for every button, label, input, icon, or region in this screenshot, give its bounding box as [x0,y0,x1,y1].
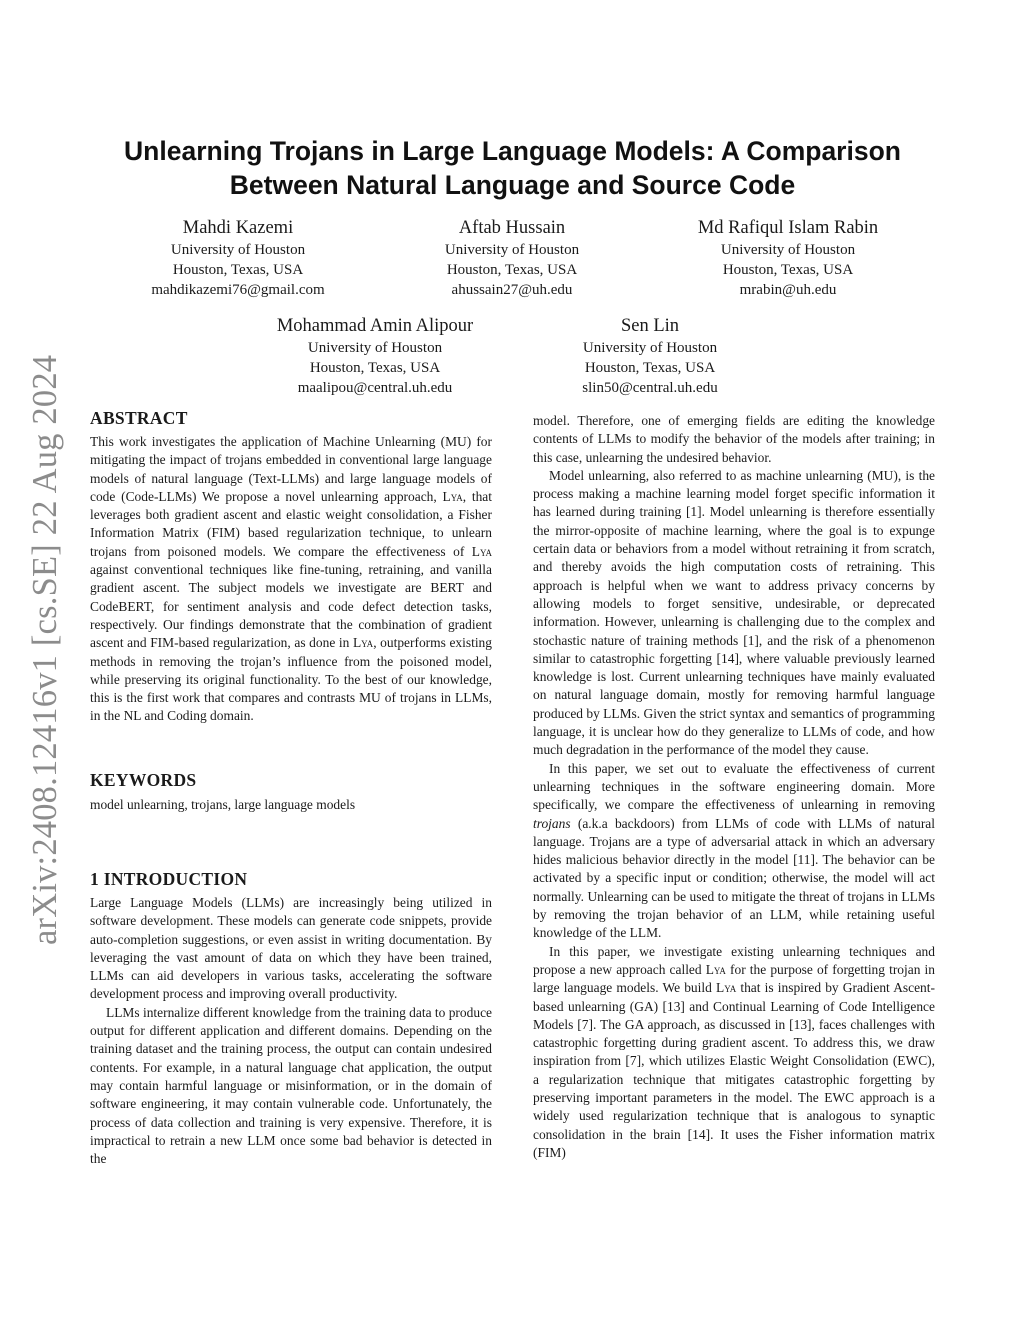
paragraph: model. Therefore, one of emerging fields are editing the knowledge contents of LLMs to modify the behavior of the models after training; in this case, unlearning the undesired behavior. [533,413,935,465]
paragraph: LLMs internalize different knowledge from the training data to produce output for different application and different domains. Depending on the training dataset and the training process, the output can contain undesired contents. For example, in a natural language chat application, the output may contain harmful language or misinformation, or in the domain of software engineering, it may contain vulnerable code. Unfortunately, the process of data collection and training is very expensive. Therefore, it is impractical to retrain a new LLM once some bad behavior is detected in the [90,1004,492,1167]
title-line-2: Between Natural Language and Source Code [229,170,796,200]
author-affiliation: University of Houston [582,340,718,356]
author-name: Sen Lin [620,316,680,336]
author-affiliation: University of Houston [444,242,580,258]
abstract-text: This work investigates the application of Machine Unlearning (MU) for mitigating the impact of trojans embedded in conventional large language models of natural language (Text-LLMs) and large language models of code (Code-LLMs) We propose a novel unlearning approach, [90,434,492,504]
author-email: mrabin@uh.edu [739,282,837,298]
keywords-text: model unlearning, trojans, large language models [90,797,356,812]
paragraph-text: that is inspired by Gradient Ascent-based unlearning (GA) [13] and Continual Learning of Code Intelligence Models [7]. The GA approach, as discussed in [13], faces challenges with catastrophic forgetting during gradient ascent. To address this, we draw inspiration from [7], which utilizes Elastic Weight Consolidation (EWC), a regularization technique that mitigates catastrophic forgetting by preserving important parameters in the model. The EWC approach is a widely used regularization technique that is analogous to synaptic consolidation in the brain [14]. It uses the Fisher information matrix (FIM) [533,980,935,1160]
author-email: slin50@central.uh.edu [582,380,718,396]
lya-name: Lya [442,488,463,504]
author-location: Houston, Texas, USA [584,360,716,376]
title-line-1: Unlearning Trojans in Large Language Models: A Comparison [124,136,901,166]
paragraph-text: for the purpose of forgetting trojan in large language models. We build [533,961,935,996]
author-location: Houston, Texas, USA [309,360,441,376]
author-email: mahdikazemi76@gmail.com [151,282,325,298]
author-name: Mahdi Kazemi [182,218,294,238]
author-location: Houston, Texas, USA [722,262,854,278]
abstract-text: , outperforms existing methods in removing the trojan’s influence from the poisoned model, while preserving its original functionality. To the best of our knowledge, this is the first work that compares and contrasts MU of trojans in LLMs, in the NL and Coding domain. [90,635,492,724]
author-name: Aftab Hussain [458,218,566,238]
paragraph-text: In this paper, we investigate existing unlearning techniques and propose a new approach called [533,943,935,977]
author-affiliation: University of Houston [720,242,856,258]
author-block-3 [668,216,908,300]
paragraph [533,760,935,943]
lya-name: Lya [352,635,374,651]
lya-name: Lya [715,980,737,996]
author-block-4 [255,314,495,398]
author-block-1 [128,216,348,300]
author-email: maalipou@central.uh.edu [297,380,453,396]
paragraph: Model unlearning, also referred to as machine unlearning (MU), is the process making a machine learning model forget specific information it has learned during training [1]. Model unlearning is therefore essentially the mirror-opposite of machine learning, where the goal is to expunge certain data or behaviors from a model without retraining it from scratch, and thereby avoids the high computation costs of retraining. This approach is helpful when we want to address privacy concerns by allowing models to forget sensitive, undesirable, or deprecated information. However, unlearning is challenging due to the complex and stochastic nature of training methods [1], and the risk of a phenomenon similar to catastrophic forgetting [14], where valuable previously learned knowledge is lost. Current unlearning techniques have mainly evaluated on natural language domain, mostly for removing harmful language produced by LLMs. Given the strict syntax and semantics of programming language, it is unclear how do they generalize to LLMs of code, and how much degradation in the performance of the model they cause. [533,467,935,758]
keywords-heading: KEYWORDS [90,770,197,790]
author-location: Houston, Texas, USA [446,262,578,278]
trojans-term: trojans [533,815,571,831]
paragraph-text: In this paper, we set out to evaluate the effectiveness of current unlearning techniques in the software engineering domain. More specifically, we compare the effectiveness of unlearning in removing [533,760,935,813]
author-block-2 [402,216,622,300]
abstract-text: against conventional techniques like fine-tuning, retraining, and vanilla gradient ascent. The subject models we investigate are BERT and CodeBERT, for sentiment analysis and code defect detection tasks, respectively. Our findings demonstrate that the combination of gradient ascent and FIM-based regularization, as done in [90,562,492,651]
introduction-right-body [533,412,935,1162]
lya-name: Lya [471,543,492,559]
author-location: Houston, Texas, USA [172,262,304,278]
paragraph [533,943,935,1163]
author-name: Md Rafiqul Islam Rabin [697,218,879,238]
abstract-heading: ABSTRACT [90,408,188,428]
author-block-5 [540,314,760,398]
introduction-heading: 1 INTRODUCTION [90,869,248,889]
author-name: Mohammad Amin Alipour [276,316,474,336]
author-email: ahussain27@uh.edu [451,282,573,298]
author-affiliation: University of Houston [170,242,306,258]
lya-name: Lya [705,961,726,977]
abstract-body [90,433,492,726]
paragraph: Large Language Models (LLMs) are increasingly being utilized in software development. These models can generate code snippets, provide auto-completion suggestions, or even assist in writing documentation. By leveraging the vast amount of data on which they have been trained, LLMs can aid developers in various tasks, accelerating the software development process and improving overall productivity. [90,895,492,1002]
paper-title [90,134,935,202]
arxiv-identifier: arXiv:2408.12416v1 [cs.SE] 22 Aug 2024 [26,354,64,945]
introduction-left-body [90,894,492,1168]
author-affiliation: University of Houston [307,340,443,356]
abstract-text: , that leverages both gradient ascent and elastic weight consolidation, a Fisher Information Matrix (FIM) based regularization technique, to unlearn trojans from poisoned models. We compare the effectiveness of [90,488,492,559]
paragraph-text: (a.k.a backdoors) from LLMs of code with LLMs of natural language. Trojans are a type of adversarial attack in which an adversary hides malicious behavior directly in the model [11]. The behavior can be activated by a specific input or condition; otherwise, the model will act normally. Unlearning can be used to mitigate the threat of trojans in LLMs by removing the trojan behavior of an LLM, while retaining useful knowledge of the LLM. [533,815,935,941]
